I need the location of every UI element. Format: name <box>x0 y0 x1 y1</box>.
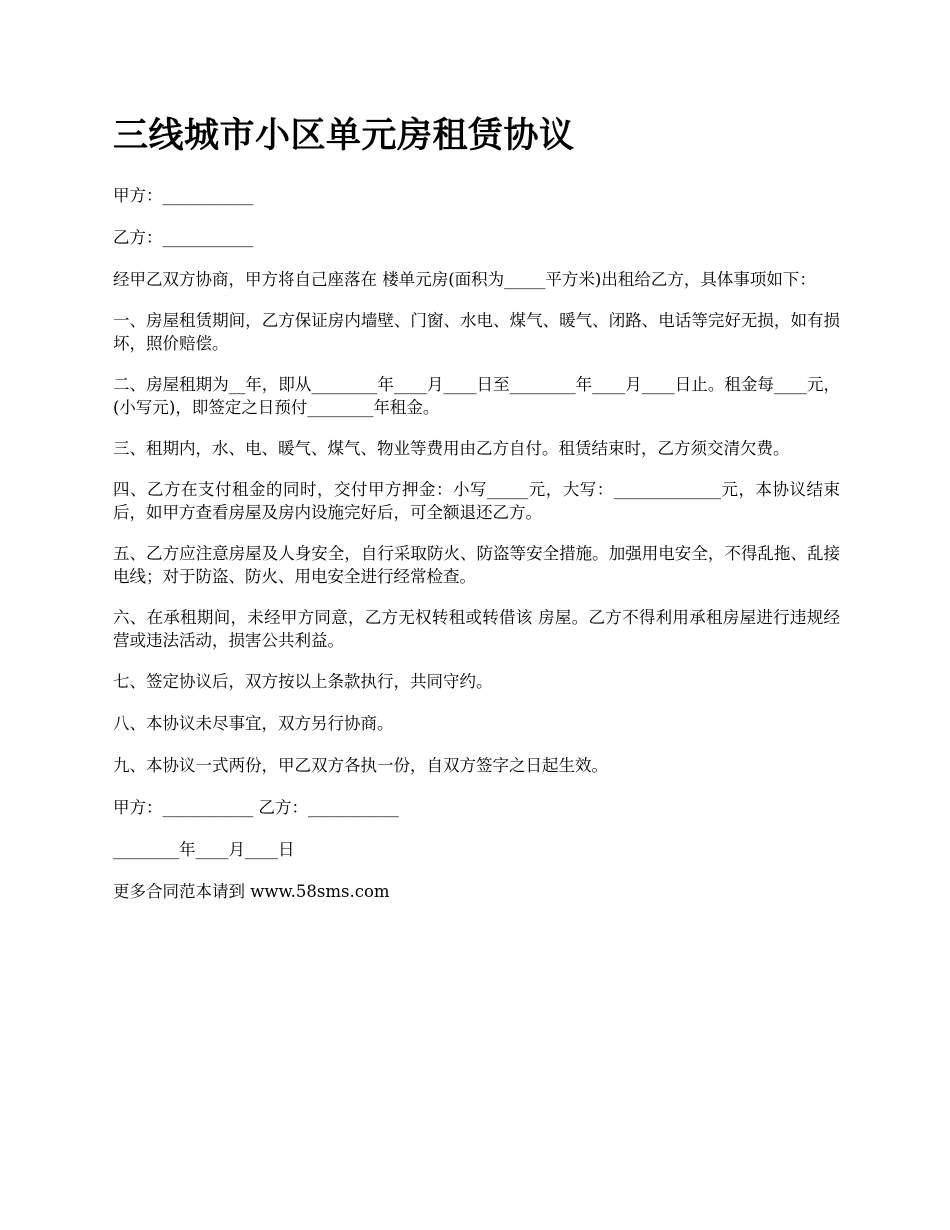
clause-6: 六、在承租期间，未经甲方同意，乙方无权转租或转借该 房屋。乙方不得利用承租房屋进行违规经营或违法活动，损害公共利益。 <box>113 608 840 650</box>
clause-9: 九、本协议一式两份，甲乙双方各执一份，自双方签字之日起生效。 <box>113 756 608 775</box>
clause-2: 二、房屋租期为__年，即从________年____月____日至________年____月____日止。租金每____元，(小写元)，即签定之日预付________年租金。 <box>113 375 840 417</box>
clause-3: 三、租期内，水、电、暖气、煤气、物业等费用由乙方自付。租赁结束时，乙方须交清欠费。 <box>113 439 790 458</box>
intro-paragraph: 经甲乙双方协商，甲方将自己座落在 楼单元房(面积为_____平方米)出租给乙方，具体事项如下： <box>113 270 816 289</box>
document-title: 三线城市小区单元房租赁协议 <box>113 116 575 156</box>
party-a-line: 甲方：___________ <box>113 186 254 205</box>
footer-link-text: 更多合同范本请到 www.58sms.com <box>113 882 390 901</box>
date-line: ________年____月____日 <box>113 840 295 859</box>
clause-4: 四、乙方在支付租金的同时，交付甲方押金：小写_____元，大写：_____________元，本协议结束后，如甲方查看房屋及房内设施完好后，可全额退还乙方。 <box>113 480 840 522</box>
clause-1: 一、房屋租赁期间，乙方保证房内墙壁、门窗、水电、煤气、暖气、闭路、电话等完好无损，如有损坏，照价赔偿。 <box>113 311 840 353</box>
clause-8: 八、本协议未尽事宜，双方另行协商。 <box>113 714 394 733</box>
clause-7: 七、签定协议后，双方按以上条款执行，共同守约。 <box>113 672 493 691</box>
signature-line: 甲方：___________ 乙方：___________ <box>113 798 399 817</box>
party-b-line: 乙方：___________ <box>113 228 254 247</box>
clause-5: 五、乙方应注意房屋及人身安全，自行采取防火、防盗等安全措施。加强用电安全，不得乱拖、乱接电线；对于防盗、防火、用电安全进行经常检查。 <box>113 544 840 586</box>
